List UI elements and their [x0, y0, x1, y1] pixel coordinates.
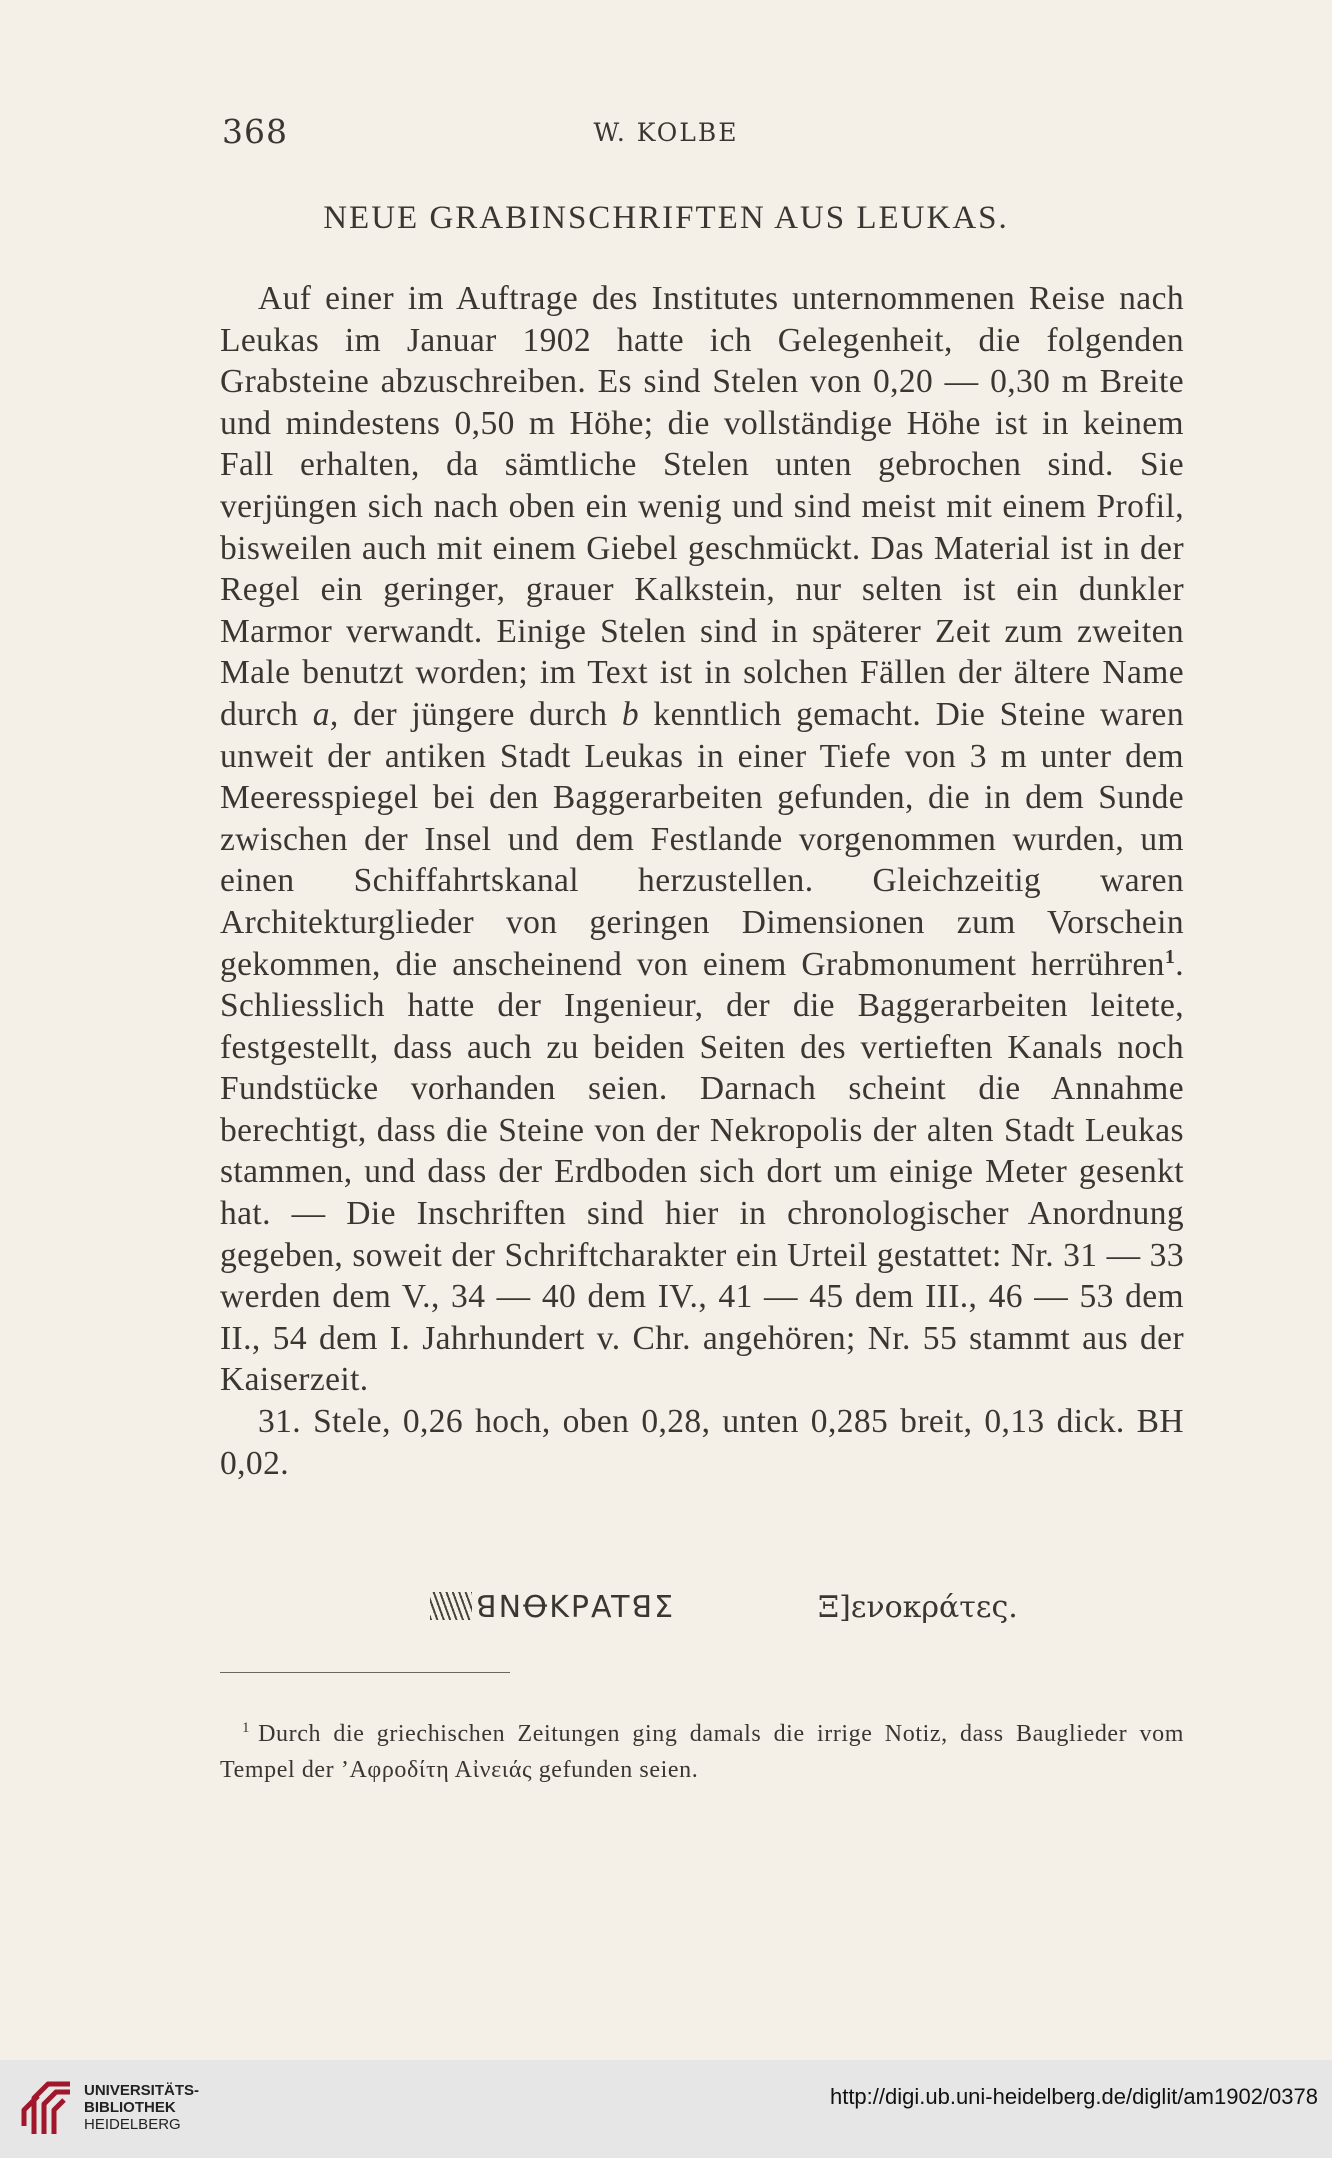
footer-bar: [0, 2060, 1332, 2158]
text-run: kenntlich gemacht. Die Steine waren unweit der antiken Stadt Leukas in einer Tiefe von 3 m unter dem Meeresspiegel bei den Baggerarbeiten gefunden, die in dem Sunde zwischen der Insel und dem Festlande vorgenommen wurden, um einen Schiffahrtskanal herzustellen. Gleichzeitig waren Architekturglieder von geringen Dimensionen zum Vorschein gekommen, die anscheinend von einem Grabmonument herrühren: [220, 695, 1184, 983]
library-name: [84, 2082, 199, 2133]
inscription-glyphs: ꓭNꝊKꓑATꓭΣ: [476, 1590, 676, 1625]
library-line-1: UNIVERSITÄTS-: [84, 2082, 200, 2099]
inscription-transcription: Ξ]ενοκράτες.: [818, 1590, 1018, 1625]
article-title: NEUE GRABINSCHRIFTEN AUS LEUKAS.: [323, 200, 1009, 236]
footnote-reference[interactable]: 1: [1164, 945, 1176, 968]
inscription-original: [430, 1590, 675, 1625]
footnote-number: 1: [242, 1720, 251, 1736]
library-line-2: BIBLIOTHEK: [84, 2099, 176, 2116]
library-line-3: HEIDELBERG: [84, 2116, 181, 2133]
paragraph-entry-31: 31. Stele, 0,26 hoch, oben 0,28, unten 0,285 breit, 0,13 dick. BH 0,02.: [220, 1403, 1184, 1482]
paragraph-intro: [220, 278, 1184, 1401]
text-run: . Schliesslich hatte der Ingenieur, der die Baggerarbeiten leitete, festgestellt, dass auch zu beiden Seiten des vertieften Kanals noch Fundstücke vorhanden seien. Darnach scheint die Annahme berechtigt, dass die Steine von der Nekropolis der alten Stadt Leukas stammen, und dass der Erdboden sich dort um einige Meter gesenkt hat. — Die Inschriften sind hier in chronologischer Anordnung gegeben, soweit der Schriftcharakter ein Urteil gestattet: Nr. 31 — 33 werden dem V., 34 — 40 dem IV., 41 — 45 dem III., 46 — 53 dem II., 54 dem I. Jahrhundert v. Chr. angehören; Nr. 55 stammt aus der Kaiserzeit.: [220, 945, 1184, 1399]
footnote: [220, 1710, 1184, 1788]
italic-b: b: [621, 695, 639, 733]
footnote-text: Durch die griechischen Zeitungen ging damals die irrige Notiz, dass Bauglieder vom Tempel der ’Αφροδίτη Αἰνειάς gefunden seien.: [220, 1721, 1184, 1783]
page-number: 368: [222, 112, 288, 151]
inscription-line: [0, 1590, 1332, 1640]
article-body: [220, 278, 1184, 1484]
running-header-author: W. KOLBE: [593, 118, 739, 147]
library-logo-icon: [14, 2076, 78, 2142]
text-run: Auf einer im Auftrage des Institutes unternommenen Reise nach Leukas im Januar 1902 hatte ich Gelegenheit, die folgenden Grabsteine abzuschreiben. Es sind Stelen von 0,20 — 0,30 m Breite und mindestens 0,50 m Höhe; die vollständige Höhe ist in keinem Fall erhalten, da sämtliche Stelen unten gebrochen sind. Sie verjüngen sich nach oben ein wenig und sind meist mit einem Profil, bisweilen auch mit einem Giebel geschmückt. Das Material ist in der Regel ein geringer, grauer Kalkstein, nur selten ist ein dunkler Marmor verwandt. Einige Stelen sind in späterer Zeit zum zweiten Male benutzt worden; im Text ist in solchen Fällen der ältere Name durch: [220, 280, 1184, 733]
source-url-link[interactable]: http://digi.ub.uni-heidelberg.de/diglit/am1902/0378: [829, 2084, 1318, 2109]
footnote-divider: [220, 1672, 510, 1673]
italic-a: a,: [312, 695, 339, 733]
damaged-area-hatch: [430, 1592, 472, 1620]
text-run: der jüngere durch: [338, 695, 622, 733]
